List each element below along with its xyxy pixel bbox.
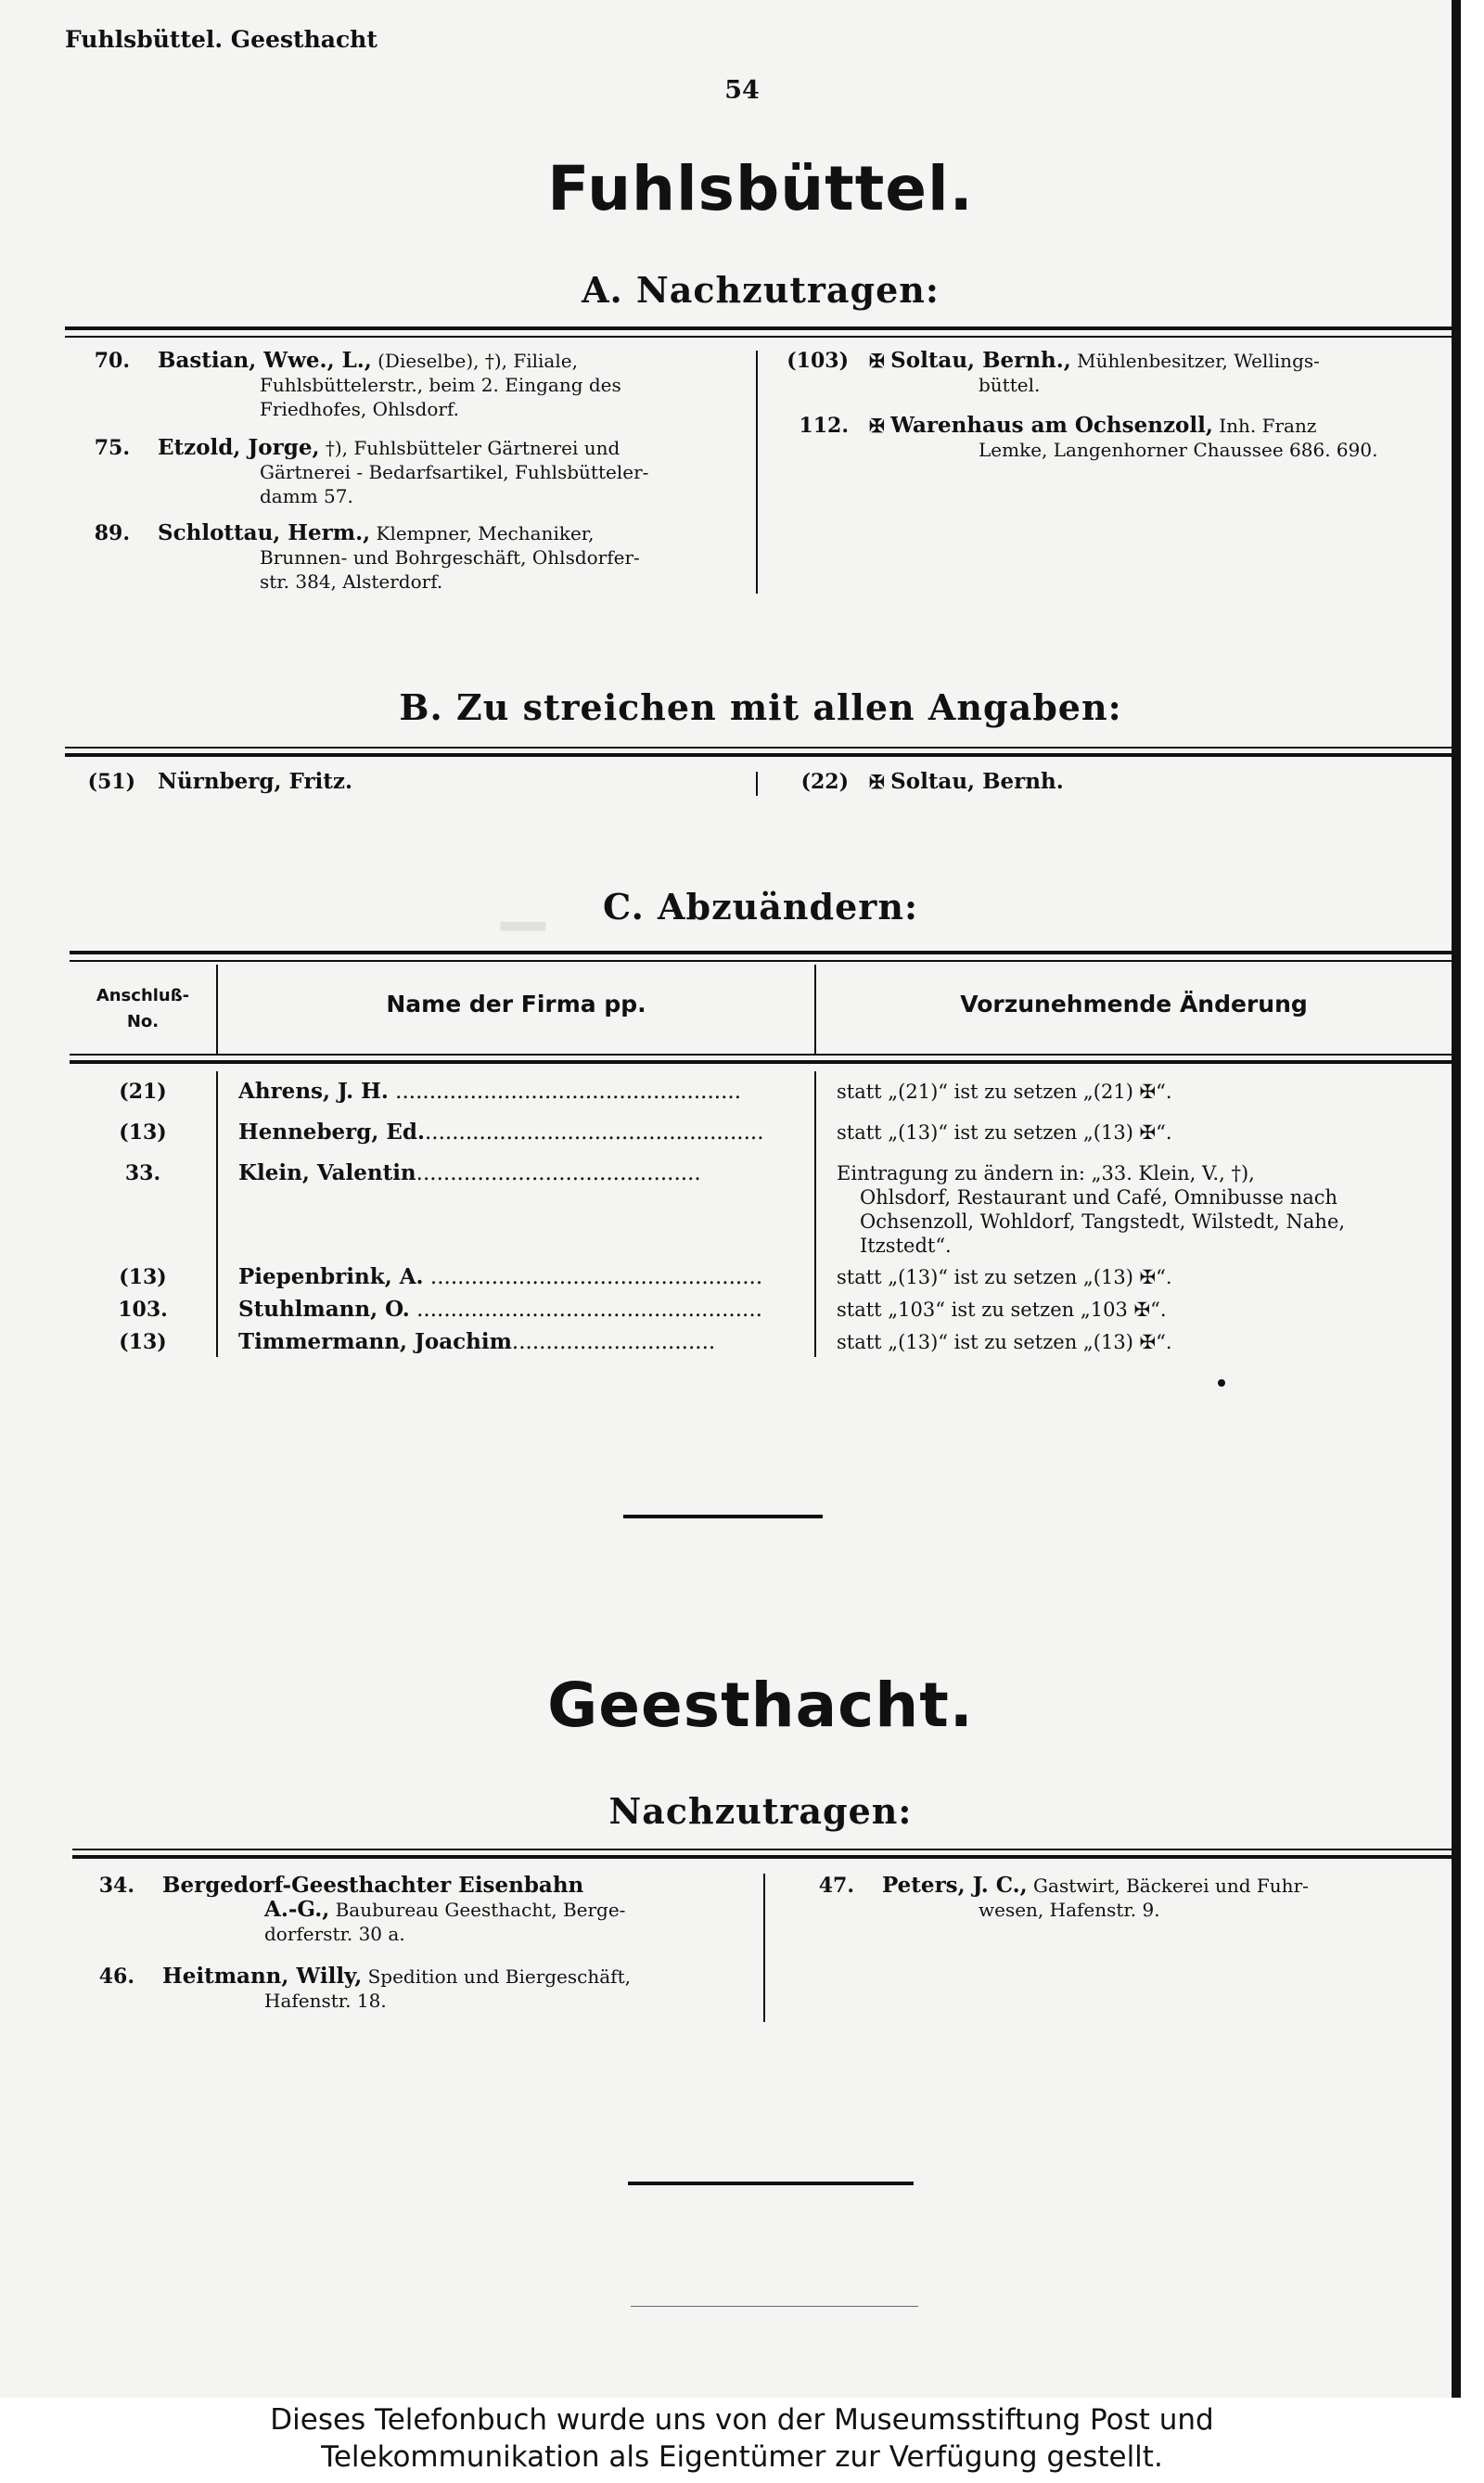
heading-nachzutragen: A. Nachzutragen:: [582, 269, 940, 311]
table-header-rule: [70, 1054, 1452, 1056]
section-title-fuhlsbuettel: Fuhlsbüttel.: [547, 153, 974, 224]
cross-icon: ✠: [869, 771, 885, 793]
ink-speck: [1218, 1379, 1225, 1387]
cross-icon: ✠: [869, 415, 885, 437]
rule-b-thick: [65, 753, 1452, 757]
footer-line-1: Dieses Telefonbuch wurde uns von der Museumsstiftung Post und: [270, 2403, 1214, 2437]
table-header-aenderung: Vorzunehmende Änderung: [960, 991, 1308, 1018]
footer-notice: [0, 2398, 1484, 2483]
column-divider: [763, 1874, 765, 2022]
rule-geesthacht: [72, 1849, 1452, 1850]
faint-separator: [631, 2306, 918, 2307]
table-col-divider-1: [216, 1071, 218, 1357]
section-title-geesthacht: Geesthacht.: [547, 1670, 974, 1741]
page-number: 54: [724, 76, 760, 105]
bleed-through-decoration: ▁: [501, 863, 545, 930]
column-divider: [756, 351, 758, 594]
table-header-rule-thick: [70, 1060, 1452, 1064]
rule-b: [65, 747, 1452, 749]
rule-geesthacht-thick: [72, 1855, 1452, 1859]
footer-line-2: Telekommunikation als Eigentümer zur Verfügung gestellt.: [321, 2440, 1163, 2474]
rule-top-thin: [65, 336, 1452, 338]
cross-icon: ✠: [869, 350, 885, 372]
running-head: Fuhlsbüttel. Geesthacht: [65, 26, 377, 53]
column-divider: [756, 772, 758, 796]
table-rule-top: [70, 951, 1452, 954]
section-separator: [623, 1515, 823, 1518]
scanned-page: ▁ Fuhlsbüttel. Geesthacht 54 Fuhlsbüttel. A. Nachzutragen: 70. Bastian, Wwe., L., (Dieselbe), †), Filiale, Fuhlsbüttelerstr., beim 2. Eingang des Friedhofes, Ohlsdorf. 75. Etzold, Jorge, †), Fuhlsbütteler Gärtnerei und Gärtnerei - Bedarfsartikel, Fuhlsbütteler- damm 57. 89. Schlottau, Herm., Klempner, Mechaniker, Brunnen- und Bohrgeschäft, Ohlsdorfer- str. 384, Alsterdorf. (103) ✠ Soltau, Bernh., Mühlenbesitzer, Wellings- büttel. 112. ✠ Warenhaus am Ochsenzoll, Inh. Franz Lemke, Langenhorner Chaussee 686. 690. B. Zu streichen mit allen Angaben: (51) Nürnberg, Fritz. (22) ✠ Soltau, Bernh. C. Abzuändern: Anschluß- No. Name der Firma pp. Vorzunehmende Änderung (21) Ahrens, J. H. ................................................... statt „(21)“ ist zu setzen „(21) ✠“. (13) Henneberg, Ed................................................... statt „(13)“ ist zu setzen „(13) ✠“. 33. Klein, Valentin.......................................... Eintragung zu ändern in: „33. Klein, V., †), Ohlsdorf, Restaurant und Café, Omnibusse nach Ochsenzoll, Wohldorf, Tangstedt, Wilstedt, Nahe, Itzstedt“. (13) Piepenbrink, A. ................................................. statt „(13)“ ist zu setzen „(13) ✠“. 103. Stuhlmann, O. ................................................... statt „103“ ist zu setzen „103 ✠“. (13) Timmermann, Joachim.............................. statt „(13)“ ist zu setzen „(13) ✠“. Geesthacht. Nachzutragen: 34. Bergedorf-Geesthachter Eisenbahn A.-G., Baubureau Geesthacht, Berge- dorferstr. 30 a. 46. Heitmann, Willy, Spedition und Biergeschäft, Hafenstr. 18. 47. Peters, J. C., Gastwirt, Bäckerei und Fuhr- wesen, Hafenstr. 9.: [0, 0, 1461, 2398]
rule-top: [65, 326, 1452, 330]
section-separator: [628, 2182, 914, 2185]
heading-abzuaendern: C. Abzuändern:: [603, 886, 918, 928]
heading-geesthacht-nachzutragen: Nachzutragen:: [608, 1790, 913, 1832]
table-header-name: Name der Firma pp.: [386, 991, 646, 1018]
table-rule-top-thin: [70, 960, 1452, 962]
table-header-anschluss: Anschluß- No.: [96, 986, 190, 1031]
heading-zu-streichen: B. Zu streichen mit allen Angaben:: [399, 686, 1122, 728]
